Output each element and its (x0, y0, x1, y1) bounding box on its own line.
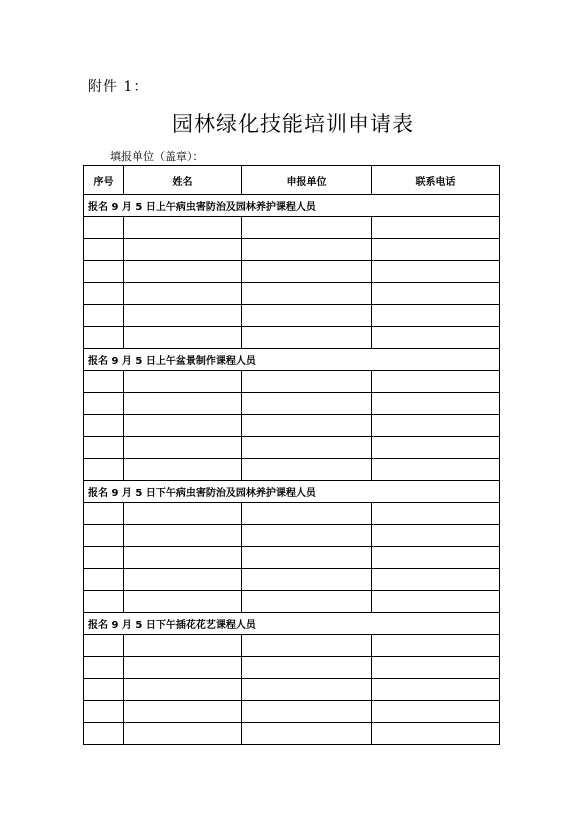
unit-cell[interactable] (242, 569, 372, 591)
unit-cell[interactable] (242, 217, 372, 239)
phone-cell[interactable] (372, 723, 500, 745)
serial-cell[interactable] (84, 327, 124, 349)
phone-cell[interactable] (372, 679, 500, 701)
unit-cell[interactable] (242, 525, 372, 547)
section-label: 报名 9 月 5 日上午病虫害防治及园林养护课程人员 (84, 195, 500, 217)
name-cell[interactable] (124, 239, 242, 261)
serial-cell[interactable] (84, 503, 124, 525)
name-cell[interactable] (124, 217, 242, 239)
section-label: 报名 9 月 5 日下午病虫害防治及园林养护课程人员 (84, 481, 500, 503)
serial-cell[interactable] (84, 371, 124, 393)
page-title: 园林绿化技能培训申请表 (172, 112, 414, 136)
name-cell[interactable] (124, 591, 242, 613)
section-label: 报名 9 月 5 日下午插花花艺课程人员 (84, 613, 500, 635)
name-cell[interactable] (124, 261, 242, 283)
table-row (84, 635, 500, 657)
serial-cell[interactable] (84, 591, 124, 613)
unit-cell[interactable] (242, 635, 372, 657)
unit-cell[interactable] (242, 283, 372, 305)
serial-cell[interactable] (84, 657, 124, 679)
phone-cell[interactable] (372, 525, 500, 547)
phone-cell[interactable] (372, 459, 500, 481)
phone-cell[interactable] (372, 283, 500, 305)
unit-cell[interactable] (242, 547, 372, 569)
unit-cell[interactable] (242, 305, 372, 327)
phone-cell[interactable] (372, 239, 500, 261)
serial-cell[interactable] (84, 701, 124, 723)
unit-cell[interactable] (242, 371, 372, 393)
phone-cell[interactable] (372, 657, 500, 679)
section-row (84, 349, 500, 371)
unit-cell[interactable] (242, 503, 372, 525)
table-row (84, 679, 500, 701)
name-cell[interactable] (124, 393, 242, 415)
phone-cell[interactable] (372, 591, 500, 613)
name-cell[interactable] (124, 701, 242, 723)
serial-cell[interactable] (84, 459, 124, 481)
serial-cell[interactable] (84, 723, 124, 745)
section-row (84, 613, 500, 635)
name-cell[interactable] (124, 635, 242, 657)
name-cell[interactable] (124, 305, 242, 327)
section-row (84, 481, 500, 503)
header-unit: 申报单位 (242, 166, 372, 195)
name-cell[interactable] (124, 723, 242, 745)
name-cell[interactable] (124, 525, 242, 547)
phone-cell[interactable] (372, 305, 500, 327)
unit-cell[interactable] (242, 459, 372, 481)
name-cell[interactable] (124, 679, 242, 701)
table-row (84, 415, 500, 437)
unit-cell[interactable] (242, 415, 372, 437)
table-row (84, 525, 500, 547)
table-row (84, 547, 500, 569)
unit-cell[interactable] (242, 679, 372, 701)
name-cell[interactable] (124, 657, 242, 679)
phone-cell[interactable] (372, 415, 500, 437)
serial-cell[interactable] (84, 305, 124, 327)
phone-cell[interactable] (372, 701, 500, 723)
serial-cell[interactable] (84, 283, 124, 305)
table-row (84, 239, 500, 261)
phone-cell[interactable] (372, 217, 500, 239)
name-cell[interactable] (124, 459, 242, 481)
unit-cell[interactable] (242, 657, 372, 679)
table-row (84, 701, 500, 723)
unit-cell[interactable] (242, 701, 372, 723)
phone-cell[interactable] (372, 261, 500, 283)
phone-cell[interactable] (372, 547, 500, 569)
name-cell[interactable] (124, 503, 242, 525)
serial-cell[interactable] (84, 569, 124, 591)
table-row (84, 459, 500, 481)
unit-cell[interactable] (242, 261, 372, 283)
table-row (84, 217, 500, 239)
table-row (84, 569, 500, 591)
name-cell[interactable] (124, 371, 242, 393)
phone-cell[interactable] (372, 437, 500, 459)
name-cell[interactable] (124, 437, 242, 459)
table-header-row (84, 166, 500, 195)
name-cell[interactable] (124, 283, 242, 305)
serial-cell[interactable] (84, 679, 124, 701)
phone-cell[interactable] (372, 327, 500, 349)
serial-cell[interactable] (84, 239, 124, 261)
application-table (83, 165, 500, 745)
unit-cell[interactable] (242, 723, 372, 745)
serial-cell[interactable] (84, 437, 124, 459)
serial-cell[interactable] (84, 415, 124, 437)
header-serial: 序号 (84, 166, 124, 195)
name-cell[interactable] (124, 415, 242, 437)
serial-cell[interactable] (84, 525, 124, 547)
unit-cell[interactable] (242, 437, 372, 459)
table-row (84, 723, 500, 745)
serial-cell[interactable] (84, 635, 124, 657)
serial-cell[interactable] (84, 261, 124, 283)
name-cell[interactable] (124, 569, 242, 591)
table-row (84, 283, 500, 305)
table-row (84, 657, 500, 679)
serial-cell[interactable] (84, 217, 124, 239)
serial-cell[interactable] (84, 547, 124, 569)
name-cell[interactable] (124, 327, 242, 349)
phone-cell[interactable] (372, 371, 500, 393)
table-body (84, 195, 500, 745)
unit-cell[interactable] (242, 591, 372, 613)
header-name: 姓名 (124, 166, 242, 195)
attachment-label: 附件 1： (88, 79, 149, 95)
phone-cell[interactable] (372, 635, 500, 657)
section-row (84, 195, 500, 217)
table-row (84, 591, 500, 613)
table-row (84, 503, 500, 525)
name-cell[interactable] (124, 547, 242, 569)
header-phone: 联系电话 (372, 166, 500, 195)
unit-cell[interactable] (242, 393, 372, 415)
unit-cell[interactable] (242, 327, 372, 349)
table-row (84, 371, 500, 393)
table-row (84, 305, 500, 327)
unit-cell[interactable] (242, 239, 372, 261)
table-row (84, 393, 500, 415)
section-label: 报名 9 月 5 日上午盆景制作课程人员 (84, 349, 500, 371)
table-row (84, 437, 500, 459)
table-row (84, 261, 500, 283)
phone-cell[interactable] (372, 393, 500, 415)
fill-unit-label: 填报单位（盖章）： (110, 150, 204, 163)
phone-cell[interactable] (372, 569, 500, 591)
serial-cell[interactable] (84, 393, 124, 415)
table-row (84, 327, 500, 349)
phone-cell[interactable] (372, 503, 500, 525)
